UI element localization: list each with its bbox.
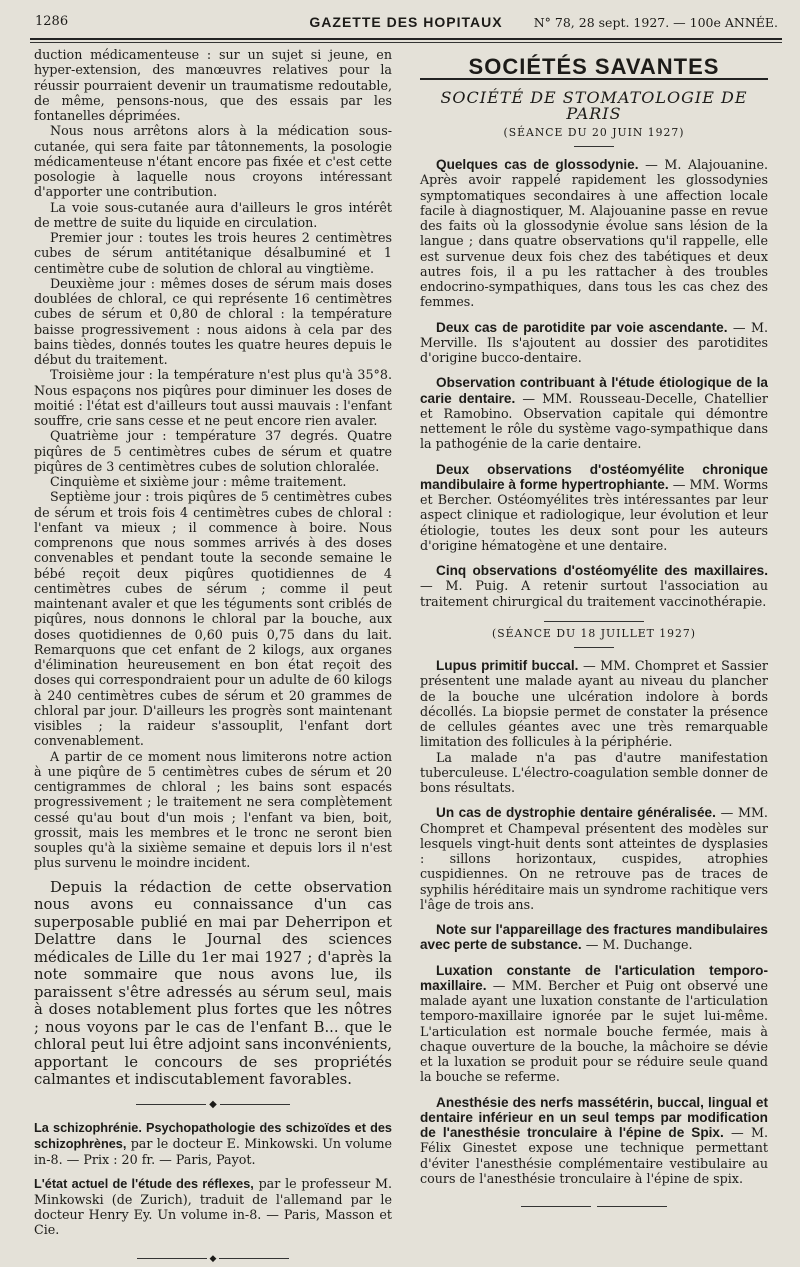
- entry-title: Cinq observations d'ostéomyélite des maxillaires.: [436, 563, 768, 578]
- paragraph: A partir de ce moment nous limiterons notre action à une piqûre de 5 centimètres cubes de sérum et 20 centigrammes de chloral ; les bains sont espacés progressivement ; le traitement ne sera complètement cessé qu'au bout d'un mois ; l'enfant va bien, boit, grossit, mais les membres et le tronc ne seront bien souples qu'à la sixième semaine et depuis lors il n'est plus survenu le moindre incident.: [34, 748, 392, 871]
- big-paragraph: Depuis la rédaction de cette observation nous avons eu connaissance d'un cas superposable publié en mai par Deherripon et Delattre dans le Journal des sciences médicales de Lille du 1er mai 1927 ; d'après la note sommaire que nous avons lue, ils paraissent s'être adressés au sérum seul, mais à doses notablement plus fortes que les nôtres ; nous voyons par le cas de l'enfant B... que le chloral peut lui être adjoint sans inconvénients, apportant le concours de ses propriétés calmantes et indiscutablement favorables.: [34, 878, 392, 1088]
- seance-rule: [544, 621, 644, 622]
- header-rule: [30, 42, 782, 43]
- book-review: [34, 1120, 392, 1168]
- short-rule: [574, 146, 614, 147]
- left-column: [34, 47, 392, 1267]
- seance-date: (SÉANCE DU 20 JUIN 1927): [503, 125, 685, 139]
- page-number: 1286: [35, 14, 69, 29]
- entry-text: — M. Duchange.: [585, 937, 693, 953]
- report-entry: [420, 375, 768, 451]
- book-details: par le professeur M. Minkowski (de Zurich), traduit de l'allemand par le docteur Henry Ey. Un volume in-8. — Paris, Masson et Cie.: [34, 1175, 392, 1238]
- section-title: SOCIÉTÉS SAVANTES: [468, 54, 720, 79]
- entry-title: Deux cas de parotidite par voie ascendante.: [436, 319, 728, 335]
- paragraph: Premier jour : toutes les trois heures 2 centimètres cubes de sérum antitétanique désalbuminé et 1 centimètre cube de solution de chloral au vingtième.: [34, 230, 392, 276]
- book-title: La schizophrénie. Psychopathologie des schizoïdes et des schizophrènes,: [34, 1120, 392, 1151]
- paragraph: La voie sous-cutanée aura d'ailleurs le gros intérêt de mettre de suite du liquide en circulation.: [34, 199, 392, 230]
- report-entry: [420, 805, 768, 912]
- entry-title: Luxation constante de l'articulation temporo-maxillaire.: [420, 962, 768, 993]
- entry-title: Un cas de dystrophie dentaire généralisée.: [436, 805, 716, 821]
- paragraph: Nous nous arrêtons alors à la médication sous-cutanée, qui sera faite par tâtonnements, la posologie médicamenteuse n'étant encore pas fixée et c'est cette posologie à laquelle nous croyons intéressant d'apporter une contribution.: [34, 123, 392, 200]
- report-entry: [420, 750, 768, 796]
- paragraph: Cinquième et sixième jour : même traitement.: [50, 474, 347, 489]
- entry-title: Observation contribuant à l'étude étiologique de la carie dentaire.: [420, 375, 768, 406]
- end-divider: ◆: [34, 1252, 392, 1267]
- book-details: par le docteur E. Minkowski. Un volume in-8. — Prix : 20 fr. — Paris, Payot.: [34, 1136, 392, 1168]
- entry-text: — M. Alajouanine. Après avoir rappelé rapidement les glossodynies symptomatiques secondaires à une affection locale facile à diagnostiquer, M. Alajouanine passe en revue des faits où la glossodynie évolue sans lésion de la langue ; dans quatre observations qu'il rappelle, elle est survenue deux fois chez des tabétiques et deux autres fois, il a pu les rattacher à des troubles endocrino-sympathiques, dans tous les cas chez des femmes.: [420, 157, 768, 310]
- report-entry: [420, 658, 768, 750]
- paragraph: Troisième jour : la température n'est plus qu'à 35°8. Nous espaçons nos piqûres pour diminuer les doses de moitié : l'état est d'ailleurs tout aussi mauvais : l'enfant souffre, crie sans cesse et ne peut encore rien avaler.: [34, 367, 392, 428]
- paragraph: Septième jour : trois piqûres de 5 centimètres cubes de sérum et trois fois 4 centimètres cubes de chloral : l'enfant va mieux ; il commence à boire. Nous comprenons que nous sommes arrivés à des doses convenables et pendant toute la seconde semaine le bébé reçoit deux piqûres quotidiennes de 4 centimètres cubes de sérum ; comme il peut maintenant avaler et que les téguments sont criblés de piqûres, nous donnons le chloral par la bouche, aux doses quotidiennes de 0,60 puis 0,75 dans du lait. Remarquons que cet enfant de 2 kilogs, aux organes d'élimination heureusement en bon état reçoit des doses qui correspondraient pour un adulte de 60 kilogs à 240 centimètres cubes de sérum et 20 grammes de chloral par jour. D'ailleurs les progrès sont maintenant visibles ; la raideur s'assouplit, l'enfant dort convenablement.: [34, 489, 392, 749]
- right-column: [420, 47, 768, 1215]
- report-entry: [420, 462, 768, 554]
- entry-text: — MM. Rousseau-Decelle, Chatellier et Ramobino. Observation capitale qui démontre nettement le rôle du système vago-sympathique dans la pathogénie de la carie dentaire.: [420, 390, 768, 452]
- entry-title: Quelques cas de glossodynie.: [436, 157, 639, 172]
- entry-text: — MM. Chompret et Sassier présentent une malade ayant au niveau du plancher de la bouche une ulcération indolore à bords décollés. La biopsie permet de constater la présence de cellules géantes avec une très remarquable limitation des follicules à la périphérie.: [420, 658, 768, 750]
- report-entry: [420, 1095, 768, 1187]
- entry-text: La malade n'a pas d'autre manifestation tuberculeuse. L'électro-coagulation semble donner de bons résultats.: [420, 749, 768, 795]
- section-divider: ◆: [34, 1097, 392, 1112]
- paragraph: Quatrième jour : température 37 degrés. Quatre piqûres de 5 centimètres cubes de sérum et quatre piqûres de 3 centimètres cubes de solution chloralée.: [34, 428, 392, 474]
- entry-title: Note sur l'appareillage des fractures mandibulaires avec perte de substance.: [420, 922, 768, 953]
- entry-title: Deux observations d'ostéomyélite chronique mandibulaire à forme hypertrophiante.: [420, 461, 768, 492]
- seance-date: (SÉANCE DU 18 JUILLET 1927): [492, 626, 696, 640]
- short-rule: [574, 647, 614, 648]
- entry-text: — MM. Chompret et Champeval présentent des modèles sur lesquels vingt-huit dents sont atteintes de dysplasies : sillons horizontaux, cuspides, atrophies cuspidiennes. On ne retrouve pas de traces de syphilis héréditaire mais un syndrome rachitique vers l'âge de trois ans.: [420, 805, 768, 912]
- society-title: SOCIÉTÉ DE STOMATOLOGIE DE PARIS: [440, 88, 748, 123]
- paragraph: duction médicamenteuse : sur un sujet si jeune, en hyper-extension, des manœuvres relatives pour la réussir pourraient devenir un traumatisme redoutable, de même, pensons-nous, que des essais par les fontanelles déprimées.: [34, 47, 392, 123]
- report-entry: [420, 963, 768, 1085]
- entry-title: Lupus primitif buccal.: [436, 658, 579, 673]
- book-title: L'état actuel de l'étude des réflexes,: [34, 1176, 254, 1191]
- report-entry: [420, 157, 768, 310]
- page-header: [30, 12, 782, 40]
- report-entry: [420, 320, 768, 366]
- end-divider: [420, 1200, 768, 1215]
- entry-text: — MM. Bercher et Puig ont observé une malade ayant une luxation constante de l'articulation temporo-maxillaire ignorée par le sujet lui-même. L'articulation est normale bouche fermée, mais à chaque ouverture de la bouche, la mâchoire se dévie et la luxation se produit pour se réduire seule quand la bouche se referme.: [420, 977, 768, 1085]
- entry-text: — M. Merville. Ils s'ajoutent au dossier des parotidites d'origine bucco-dentaire.: [420, 319, 768, 365]
- report-entry: [420, 563, 768, 609]
- book-review: [34, 1176, 392, 1238]
- report-entry: [420, 922, 768, 953]
- entry-text: — M. Puig. A retenir surtout l'association au traitement chirurgical du traitement vaccinothérapie.: [420, 578, 768, 609]
- entry-title: Anesthésie des nerfs massétérin, buccal, lingual et dentaire inférieur en un seul temps par modification de l'anesthésie tronculaire à l'épine de Spix.: [420, 1094, 768, 1140]
- paragraph: Deuxième jour : mêmes doses de sérum mais doses doublées de chloral, ce qui représente 16 centimètres cubes de sérum et 0,80 de chloral : la température baisse progressivement : nous aidons à cela par des bains tièdes, donnés toutes les quatre heures depuis le début du traitement.: [34, 275, 392, 367]
- entry-text: — M. Félix Ginestet expose une technique permettant d'éviter l'anesthésie complémentaire vestibulaire au cours de l'anesthésie tronculaire à l'épine de spix.: [420, 1125, 768, 1186]
- journal-title: GAZETTE DES HOPITAUX: [309, 14, 503, 30]
- issue-info: N° 78, 28 sept. 1927. — 100e ANNÉE.: [533, 15, 778, 30]
- entry-text: — MM. Worms et Bercher. Ostéomyélites très intéressantes par leur aspect clinique et radiologique, leur évolution et leur étiologie, toutes les deux sont pour les auteurs d'origine hématogène et une dentaire.: [420, 476, 768, 553]
